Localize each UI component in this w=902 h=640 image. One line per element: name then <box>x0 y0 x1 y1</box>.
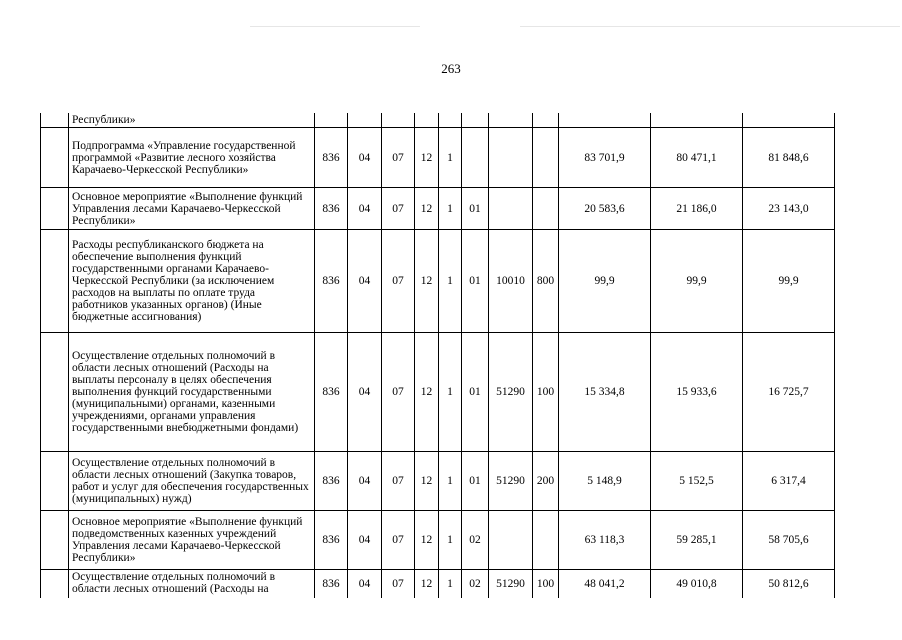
row-name-cell: Осуществление отдельных полномочий в области лесных отношений (Расходы на <box>69 570 315 599</box>
row-name-cell: Основное мероприятие «Выполнение функций Управления лесами Карачаево-Черкесской Республики» <box>69 188 315 230</box>
table-row <box>41 113 835 128</box>
code-cell-c3: 07 <box>382 570 415 599</box>
code-cell-c5: 1 <box>439 511 462 570</box>
row-number-cell <box>41 188 69 230</box>
code-cell-c1: 836 <box>315 570 348 599</box>
code-cell-c2: 04 <box>348 128 382 188</box>
amount-cell-v1: 5 148,9 <box>559 452 651 511</box>
row-number-cell <box>41 113 69 128</box>
code-cell-c5: 1 <box>439 188 462 230</box>
amount-cell-v3: 23 143,0 <box>743 188 835 230</box>
page-number: 263 <box>441 61 461 76</box>
code-cell-c7: 51290 <box>489 333 533 452</box>
code-cell-c1 <box>315 113 348 128</box>
budget-table <box>40 113 835 598</box>
amount-cell-v1: 63 118,3 <box>559 511 651 570</box>
code-cell-c7 <box>489 511 533 570</box>
code-cell-c3: 07 <box>382 188 415 230</box>
code-cell-c4: 12 <box>415 333 439 452</box>
amount-cell-v1: 99,9 <box>559 230 651 333</box>
amount-cell-v1: 15 334,8 <box>559 333 651 452</box>
code-cell-c6: 01 <box>462 230 489 333</box>
row-name-cell: Подпрограмма «Управление государственной программой «Развитие лесного хозяйства Карачаево-Черкесской Республики» <box>69 128 315 188</box>
code-cell-c4: 12 <box>415 230 439 333</box>
amount-cell-v2: 49 010,8 <box>651 570 743 599</box>
code-cell-c6: 01 <box>462 452 489 511</box>
code-cell-c5: 1 <box>439 230 462 333</box>
amount-cell-v2: 59 285,1 <box>651 511 743 570</box>
amount-cell-v3: 6 317,4 <box>743 452 835 511</box>
code-cell-c7: 10010 <box>489 230 533 333</box>
amount-cell-v1: 83 701,9 <box>559 128 651 188</box>
code-cell-c8 <box>533 511 559 570</box>
code-cell-c7 <box>489 128 533 188</box>
code-cell-c6: 02 <box>462 511 489 570</box>
amount-cell-v3 <box>743 113 835 128</box>
code-cell-c4 <box>415 113 439 128</box>
table-row <box>41 570 835 599</box>
code-cell-c3: 07 <box>382 452 415 511</box>
code-cell-c6 <box>462 128 489 188</box>
amount-cell-v1: 20 583,6 <box>559 188 651 230</box>
row-number-cell <box>41 511 69 570</box>
code-cell-c3: 07 <box>382 333 415 452</box>
code-cell-c4: 12 <box>415 188 439 230</box>
code-cell-c8 <box>533 128 559 188</box>
code-cell-c3: 07 <box>382 128 415 188</box>
row-number-cell <box>41 230 69 333</box>
code-cell-c1: 836 <box>315 452 348 511</box>
amount-cell-v2: 5 152,5 <box>651 452 743 511</box>
code-cell-c5: 1 <box>439 452 462 511</box>
code-cell-c2: 04 <box>348 333 382 452</box>
code-cell-c8 <box>533 188 559 230</box>
code-cell-c4: 12 <box>415 511 439 570</box>
code-cell-c4: 12 <box>415 570 439 599</box>
amount-cell-v2: 21 186,0 <box>651 188 743 230</box>
amount-cell-v3: 81 848,6 <box>743 128 835 188</box>
row-number-cell <box>41 333 69 452</box>
code-cell-c2: 04 <box>348 511 382 570</box>
table-row <box>41 452 835 511</box>
code-cell-c5: 1 <box>439 570 462 599</box>
row-number-cell <box>41 452 69 511</box>
code-cell-c8: 200 <box>533 452 559 511</box>
scan-artifact-line <box>250 26 420 27</box>
table-body <box>41 113 835 598</box>
scan-artifact-line <box>520 26 900 27</box>
code-cell-c1: 836 <box>315 511 348 570</box>
amount-cell-v2: 80 471,1 <box>651 128 743 188</box>
code-cell-c6 <box>462 113 489 128</box>
code-cell-c3 <box>382 113 415 128</box>
code-cell-c2: 04 <box>348 188 382 230</box>
amount-cell-v2: 99,9 <box>651 230 743 333</box>
code-cell-c3: 07 <box>382 230 415 333</box>
code-cell-c8 <box>533 113 559 128</box>
code-cell-c2 <box>348 113 382 128</box>
row-name-cell: Расходы республиканского бюджета на обеспечение выполнения функций государственными органами Карачаево-Черкесской Республики (за исключением расходов на выплаты по оплате труда работников указанных органов) (Иные бюджетные ассигнования) <box>69 230 315 333</box>
amount-cell-v2: 15 933,6 <box>651 333 743 452</box>
code-cell-c8: 100 <box>533 333 559 452</box>
code-cell-c7: 51290 <box>489 570 533 599</box>
code-cell-c5 <box>439 113 462 128</box>
amount-cell-v1 <box>559 113 651 128</box>
table-row <box>41 511 835 570</box>
code-cell-c8: 100 <box>533 570 559 599</box>
code-cell-c2: 04 <box>348 452 382 511</box>
code-cell-c7 <box>489 188 533 230</box>
code-cell-c5: 1 <box>439 333 462 452</box>
table-row <box>41 333 835 452</box>
code-cell-c4: 12 <box>415 452 439 511</box>
code-cell-c6: 01 <box>462 188 489 230</box>
row-number-cell <box>41 128 69 188</box>
amount-cell-v3: 50 812,6 <box>743 570 835 599</box>
row-name-cell: Осуществление отдельных полномочий в области лесных отношений (Расходы на выплаты персоналу в целях обеспечения выполнения функций государственными (муниципальными) органами, казенными учреждениями, органами управления государственными внебюджетными фондами) <box>69 333 315 452</box>
code-cell-c1: 836 <box>315 128 348 188</box>
amount-cell-v3: 99,9 <box>743 230 835 333</box>
table-row <box>41 128 835 188</box>
row-name-cell: Республики» <box>69 113 315 128</box>
code-cell-c3: 07 <box>382 511 415 570</box>
table-row <box>41 188 835 230</box>
code-cell-c2: 04 <box>348 230 382 333</box>
code-cell-c4: 12 <box>415 128 439 188</box>
code-cell-c1: 836 <box>315 230 348 333</box>
row-number-cell <box>41 570 69 599</box>
code-cell-c8: 800 <box>533 230 559 333</box>
amount-cell-v3: 58 705,6 <box>743 511 835 570</box>
code-cell-c7: 51290 <box>489 452 533 511</box>
code-cell-c2: 04 <box>348 570 382 599</box>
amount-cell-v2 <box>651 113 743 128</box>
row-name-cell: Основное мероприятие «Выполнение функций подведомственных казенных учреждений Управления лесами Карачаево-Черкесской Республики» <box>69 511 315 570</box>
code-cell-c1: 836 <box>315 188 348 230</box>
code-cell-c1: 836 <box>315 333 348 452</box>
table-row <box>41 230 835 333</box>
code-cell-c7 <box>489 113 533 128</box>
amount-cell-v3: 16 725,7 <box>743 333 835 452</box>
row-name-cell: Осуществление отдельных полномочий в области лесных отношений (Закупка товаров, работ и услуг для обеспечения государственных (муниципальных) нужд) <box>69 452 315 511</box>
code-cell-c5: 1 <box>439 128 462 188</box>
amount-cell-v1: 48 041,2 <box>559 570 651 599</box>
code-cell-c6: 01 <box>462 333 489 452</box>
code-cell-c6: 02 <box>462 570 489 599</box>
